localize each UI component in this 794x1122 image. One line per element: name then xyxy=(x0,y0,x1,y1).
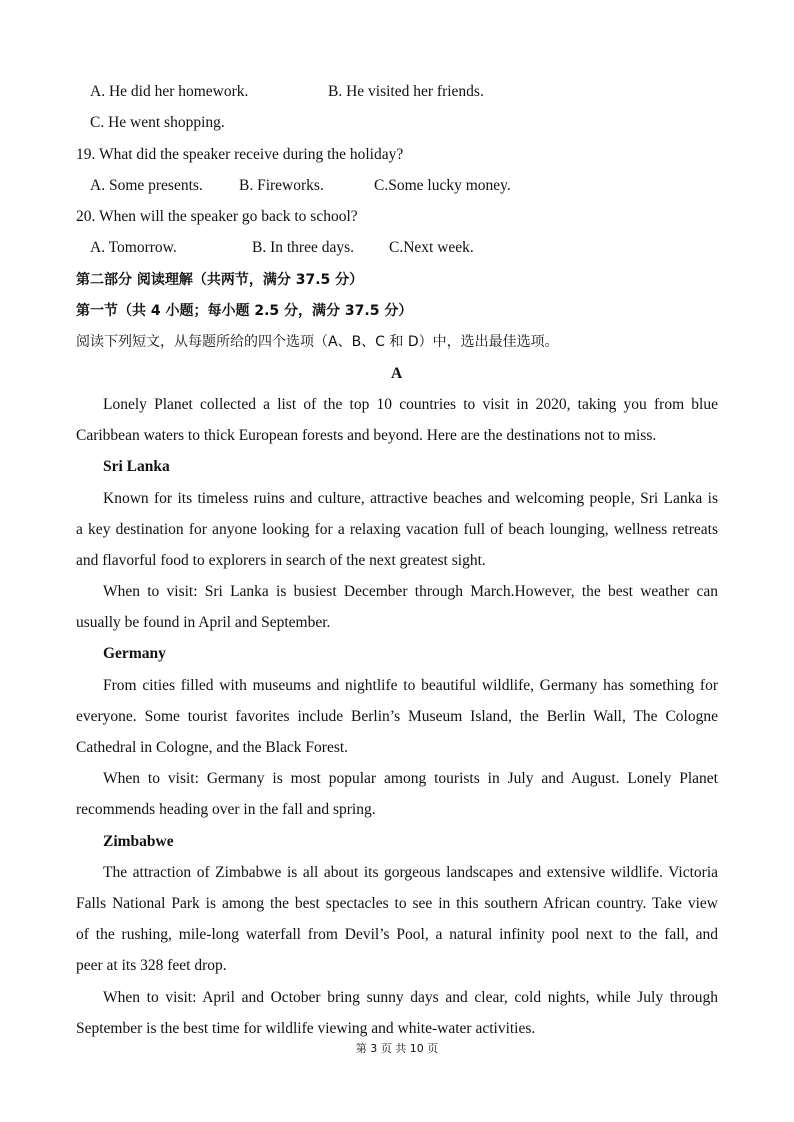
q18-option-a: A. He did her homework. xyxy=(90,83,249,100)
zimbabwe-p2-line-2: September is the best time for wildlife viewing and white-water activities. xyxy=(76,1020,536,1037)
section1-heading: 第一节（共 4 小题；每小题 2.5 分，满分 37.5 分） xyxy=(76,303,413,319)
q20-option-b: B. In three days. xyxy=(252,239,355,256)
q20-option-a: A. Tomorrow. xyxy=(90,239,177,256)
zimbabwe-p1-line-3: of the rushing, mile-long waterfall from Devil’s Pool, a natural infinity pool next to the fall, and xyxy=(76,926,718,943)
germany-heading: Germany xyxy=(103,645,166,662)
page-footer: 第 3 页 共 10 页 xyxy=(355,1042,439,1055)
reading-instruction: 阅读下列短文，从每题所给的四个选项（A、B、C 和 D）中，选出最佳选项。 xyxy=(76,334,559,350)
part2-heading: 第二部分 阅读理解（共两节，满分 37.5 分） xyxy=(76,272,364,288)
srilanka-p2-line-1: When to visit: Sri Lanka is busiest December through March.However, the best weather can xyxy=(103,583,718,600)
q20-question: 20. When will the speaker go back to school? xyxy=(76,208,358,225)
germany-p1-line-1: From cities filled with museums and nightlife to beautiful wildlife, Germany has something for xyxy=(103,677,718,694)
zimbabwe-p2-line-1: When to visit: April and October bring sunny days and clear, cold nights, while July through xyxy=(103,989,718,1006)
zimbabwe-p1-line-2: Falls National Park is among the best spectacles to see in this southern African country. Take view xyxy=(76,895,718,912)
q19-question: 19. What did the speaker receive during the holiday? xyxy=(76,146,404,163)
srilanka-p2-line-2: usually be found in April and September. xyxy=(76,614,331,631)
germany-p1-line-3: Cathedral in Cologne, and the Black Forest. xyxy=(76,739,349,756)
srilanka-heading: Sri Lanka xyxy=(103,458,170,475)
q18-option-c: C. He went shopping. xyxy=(90,114,225,131)
passage-letter: A xyxy=(391,365,403,382)
q19-option-a: A. Some presents. xyxy=(90,177,203,194)
germany-p1-line-2: everyone. Some tourist favorites include Berlin’s Museum Island, the Berlin Wall, The Cologne xyxy=(76,708,718,725)
zimbabwe-p1-line-4: peer at its 328 feet drop. xyxy=(76,957,227,974)
srilanka-p1-line-3: and flavorful food to explorers in search of the next greatest sight. xyxy=(76,552,486,569)
germany-p2-line-2: recommends heading over in the fall and spring. xyxy=(76,801,376,818)
zimbabwe-heading: Zimbabwe xyxy=(103,833,174,850)
germany-p2-line-1: When to visit: Germany is most popular among tourists in July and August. Lonely Planet xyxy=(103,770,718,787)
q19-option-b: B. Fireworks. xyxy=(239,177,324,194)
intro-line-2: Caribbean waters to thick European forests and beyond. Here are the destinations not to miss. xyxy=(76,427,657,444)
intro-line-1: Lonely Planet collected a list of the top 10 countries to visit in 2020, taking you from blue xyxy=(103,396,718,413)
q20-option-c: C.Next week. xyxy=(389,239,474,256)
q19-option-c: C.Some lucky money. xyxy=(374,177,511,194)
srilanka-p1-line-2: a key destination for anyone looking for a relaxing vacation full of beach lounging, wellness retreats xyxy=(76,521,718,538)
q18-option-b: B. He visited her friends. xyxy=(328,83,484,100)
srilanka-p1-line-1: Known for its timeless ruins and culture, attractive beaches and welcoming people, Sri Lanka is xyxy=(103,490,718,507)
zimbabwe-p1-line-1: The attraction of Zimbabwe is all about its gorgeous landscapes and extensive wildlife. Victoria xyxy=(103,864,718,881)
